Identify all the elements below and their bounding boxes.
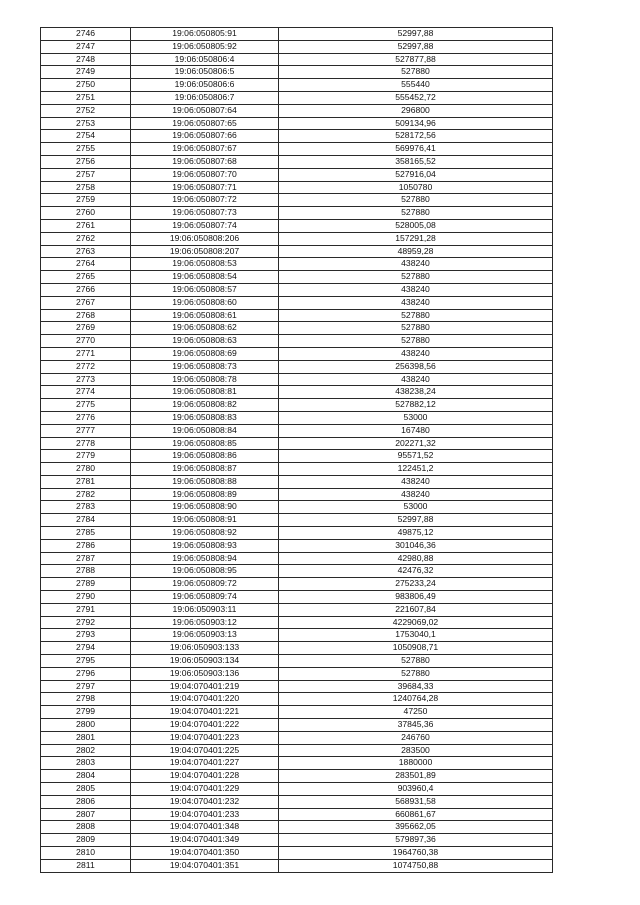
table-row [41,130,553,143]
cadastral-number-cell: 19:06:050808:82 [131,399,279,412]
row-number-cell: 2802 [41,744,131,757]
cadastral-number-cell: 19:04:070401:227 [131,757,279,770]
table-row [41,847,553,860]
table-row [41,386,553,399]
value-cell: 438240 [279,283,553,296]
table-row [41,603,553,616]
row-number-cell: 2782 [41,488,131,501]
row-number-cell: 2765 [41,271,131,284]
cadastral-number-cell: 19:06:050808:94 [131,552,279,565]
row-number-cell: 2810 [41,847,131,860]
value-cell: 296800 [279,104,553,117]
cadastral-number-cell: 19:04:070401:350 [131,847,279,860]
value-cell: 527880 [279,335,553,348]
value-cell: 555452,72 [279,91,553,104]
value-cell: 438238,24 [279,386,553,399]
value-cell: 527880 [279,207,553,220]
cadastral-number-cell: 19:06:050807:71 [131,181,279,194]
cadastral-number-cell: 19:06:050806:6 [131,79,279,92]
cadastral-number-cell: 19:06:050808:83 [131,411,279,424]
value-cell: 53000 [279,411,553,424]
value-cell: 49875,12 [279,527,553,540]
cadastral-number-cell: 19:06:050805:91 [131,28,279,41]
table-row [41,629,553,642]
cadastral-number-cell: 19:06:050808:85 [131,437,279,450]
row-number-cell: 2783 [41,501,131,514]
table-row [41,219,553,232]
cadastral-number-cell: 19:06:050808:61 [131,309,279,322]
cadastral-number-cell: 19:04:070401:229 [131,783,279,796]
value-cell: 438240 [279,258,553,271]
row-number-cell: 2764 [41,258,131,271]
value-cell: 527880 [279,309,553,322]
cadastral-number-cell: 19:04:070401:349 [131,834,279,847]
row-number-cell: 2806 [41,795,131,808]
value-cell: 509134,96 [279,117,553,130]
cadastral-number-cell: 19:06:050806:4 [131,53,279,66]
value-cell: 95571,52 [279,450,553,463]
cadastral-number-cell: 19:06:050808:63 [131,335,279,348]
row-number-cell: 2774 [41,386,131,399]
cadastral-number-cell: 19:06:050807:74 [131,219,279,232]
value-cell: 39684,33 [279,680,553,693]
table-row [41,309,553,322]
table-row [41,335,553,348]
table-row [41,719,553,732]
row-number-cell: 2759 [41,194,131,207]
cadastral-number-cell: 19:04:070401:225 [131,744,279,757]
table-row [41,539,553,552]
table-row [41,770,553,783]
value-cell: 527880 [279,655,553,668]
row-number-cell: 2786 [41,539,131,552]
cadastral-number-cell: 19:04:070401:219 [131,680,279,693]
cadastral-number-cell: 19:06:050808:54 [131,271,279,284]
cadastral-number-cell: 19:04:070401:348 [131,821,279,834]
row-number-cell: 2792 [41,616,131,629]
value-cell: 527877,88 [279,53,553,66]
cadastral-number-cell: 19:06:050807:66 [131,130,279,143]
table-row [41,693,553,706]
row-number-cell: 2772 [41,360,131,373]
value-cell: 527880 [279,667,553,680]
table-row [41,642,553,655]
row-number-cell: 2799 [41,706,131,719]
table-row [41,181,553,194]
row-number-cell: 2789 [41,578,131,591]
value-cell: 157291,28 [279,232,553,245]
table-row [41,322,553,335]
table-row [41,578,553,591]
row-number-cell: 2800 [41,719,131,732]
row-number-cell: 2763 [41,245,131,258]
table-row [41,168,553,181]
value-cell: 438240 [279,475,553,488]
cadastral-number-cell: 19:06:050808:91 [131,514,279,527]
row-number-cell: 2766 [41,283,131,296]
value-cell: 275233,24 [279,578,553,591]
row-number-cell: 2784 [41,514,131,527]
table-row [41,744,553,757]
cadastral-number-cell: 19:06:050807:67 [131,143,279,156]
value-cell: 202271,32 [279,437,553,450]
cadastral-number-cell: 19:06:050807:64 [131,104,279,117]
value-cell: 1074750,88 [279,859,553,872]
row-number-cell: 2773 [41,373,131,386]
cadastral-number-cell: 19:04:070401:233 [131,808,279,821]
value-cell: 438240 [279,296,553,309]
row-number-cell: 2770 [41,335,131,348]
cadastral-number-cell: 19:06:050808:53 [131,258,279,271]
cadastral-number-cell: 19:06:050903:134 [131,655,279,668]
table-row [41,207,553,220]
row-number-cell: 2809 [41,834,131,847]
value-cell: 167480 [279,424,553,437]
row-number-cell: 2757 [41,168,131,181]
table-row [41,155,553,168]
row-number-cell: 2775 [41,399,131,412]
table-row [41,834,553,847]
table-row [41,808,553,821]
cadastral-number-cell: 19:04:070401:223 [131,731,279,744]
table-row [41,859,553,872]
cadastral-number-cell: 19:04:070401:220 [131,693,279,706]
value-cell: 528172,56 [279,130,553,143]
table-row [41,296,553,309]
cadastral-number-cell: 19:06:050808:93 [131,539,279,552]
cadastral-number-cell: 19:06:050807:72 [131,194,279,207]
row-number-cell: 2769 [41,322,131,335]
table-row [41,655,553,668]
value-cell: 438240 [279,347,553,360]
cadastral-number-cell: 19:06:050808:57 [131,283,279,296]
row-number-cell: 2750 [41,79,131,92]
value-cell: 4229069,02 [279,616,553,629]
table-row [41,475,553,488]
cadastral-number-cell: 19:06:050903:13 [131,629,279,642]
row-number-cell: 2761 [41,219,131,232]
table-row [41,450,553,463]
row-number-cell: 2785 [41,527,131,540]
table-row [41,40,553,53]
row-number-cell: 2753 [41,117,131,130]
table-row [41,501,553,514]
value-cell: 1050908,71 [279,642,553,655]
value-cell: 527882,12 [279,399,553,412]
value-cell: 1753040,1 [279,629,553,642]
row-number-cell: 2762 [41,232,131,245]
value-cell: 283500 [279,744,553,757]
cadastral-number-cell: 19:06:050808:88 [131,475,279,488]
row-number-cell: 2807 [41,808,131,821]
value-cell: 569976,41 [279,143,553,156]
table-row [41,514,553,527]
row-number-cell: 2756 [41,155,131,168]
value-cell: 527880 [279,66,553,79]
row-number-cell: 2803 [41,757,131,770]
cadastral-number-cell: 19:06:050808:206 [131,232,279,245]
row-number-cell: 2794 [41,642,131,655]
table-row [41,245,553,258]
cadastral-number-cell: 19:06:050806:7 [131,91,279,104]
table-row [41,565,553,578]
table-row [41,283,553,296]
cadastral-number-cell: 19:06:050808:81 [131,386,279,399]
value-cell: 52997,88 [279,28,553,41]
cadastral-number-cell: 19:06:050807:65 [131,117,279,130]
cadastral-number-cell: 19:06:050808:84 [131,424,279,437]
table-row [41,706,553,719]
table-row [41,79,553,92]
cadastral-number-cell: 19:06:050807:73 [131,207,279,220]
row-number-cell: 2780 [41,463,131,476]
row-number-cell: 2776 [41,411,131,424]
row-number-cell: 2778 [41,437,131,450]
row-number-cell: 2754 [41,130,131,143]
cadastral-number-cell: 19:06:050808:207 [131,245,279,258]
table-row [41,117,553,130]
table-row [41,437,553,450]
table-row [41,194,553,207]
cadastral-number-cell: 19:06:050808:92 [131,527,279,540]
value-cell: 301046,36 [279,539,553,552]
table-row [41,757,553,770]
row-number-cell: 2779 [41,450,131,463]
value-cell: 527916,04 [279,168,553,181]
value-cell: 527880 [279,194,553,207]
row-number-cell: 2752 [41,104,131,117]
row-number-cell: 2768 [41,309,131,322]
value-cell: 1050780 [279,181,553,194]
row-number-cell: 2777 [41,424,131,437]
table-row [41,424,553,437]
cadastral-number-cell: 19:06:050808:95 [131,565,279,578]
table-row [41,591,553,604]
value-cell: 37845,36 [279,719,553,732]
value-cell: 256398,56 [279,360,553,373]
cadastral-number-cell: 19:06:050808:89 [131,488,279,501]
value-cell: 438240 [279,373,553,386]
row-number-cell: 2795 [41,655,131,668]
cadastral-number-cell: 19:06:050807:70 [131,168,279,181]
value-cell: 527880 [279,322,553,335]
cadastral-number-cell: 19:06:050805:92 [131,40,279,53]
value-cell: 395662,05 [279,821,553,834]
cadastral-number-cell: 19:06:050808:78 [131,373,279,386]
row-number-cell: 2781 [41,475,131,488]
row-number-cell: 2790 [41,591,131,604]
row-number-cell: 2746 [41,28,131,41]
value-cell: 358165,52 [279,155,553,168]
row-number-cell: 2796 [41,667,131,680]
value-cell: 47250 [279,706,553,719]
row-number-cell: 2788 [41,565,131,578]
value-cell: 221607,84 [279,603,553,616]
cadastral-number-cell: 19:06:050808:87 [131,463,279,476]
cadastral-number-cell: 19:06:050903:11 [131,603,279,616]
table-row [41,143,553,156]
table-row [41,66,553,79]
value-cell: 246760 [279,731,553,744]
cadastral-number-cell: 19:06:050806:5 [131,66,279,79]
value-cell: 903960,4 [279,783,553,796]
cadastral-number-cell: 19:06:050809:74 [131,591,279,604]
table-row [41,680,553,693]
row-number-cell: 2749 [41,66,131,79]
table-row [41,373,553,386]
value-cell: 48959,28 [279,245,553,258]
cadastral-number-cell: 19:06:050808:69 [131,347,279,360]
row-number-cell: 2758 [41,181,131,194]
table-body [41,28,553,873]
table-row [41,783,553,796]
data-table [40,27,553,873]
row-number-cell: 2811 [41,859,131,872]
table-row [41,258,553,271]
cadastral-number-cell: 19:06:050808:90 [131,501,279,514]
cadastral-number-cell: 19:06:050807:68 [131,155,279,168]
value-cell: 52997,88 [279,514,553,527]
value-cell: 1880000 [279,757,553,770]
table-row [41,463,553,476]
row-number-cell: 2805 [41,783,131,796]
cadastral-number-cell: 19:06:050808:86 [131,450,279,463]
value-cell: 660861,67 [279,808,553,821]
table-row [41,271,553,284]
cadastral-number-cell: 19:04:070401:351 [131,859,279,872]
value-cell: 42980,88 [279,552,553,565]
row-number-cell: 2755 [41,143,131,156]
table-row [41,104,553,117]
row-number-cell: 2771 [41,347,131,360]
value-cell: 555440 [279,79,553,92]
table-row [41,527,553,540]
cadastral-number-cell: 19:06:050809:72 [131,578,279,591]
row-number-cell: 2798 [41,693,131,706]
row-number-cell: 2747 [41,40,131,53]
row-number-cell: 2793 [41,629,131,642]
table-row [41,91,553,104]
value-cell: 527880 [279,271,553,284]
cadastral-number-cell: 19:06:050903:136 [131,667,279,680]
cadastral-number-cell: 19:04:070401:222 [131,719,279,732]
table-row [41,232,553,245]
value-cell: 438240 [279,488,553,501]
row-number-cell: 2804 [41,770,131,783]
value-cell: 52997,88 [279,40,553,53]
value-cell: 283501,89 [279,770,553,783]
cadastral-number-cell: 19:04:070401:221 [131,706,279,719]
row-number-cell: 2751 [41,91,131,104]
row-number-cell: 2801 [41,731,131,744]
table-row [41,667,553,680]
cadastral-number-cell: 19:06:050808:62 [131,322,279,335]
table-row [41,552,553,565]
table-row [41,821,553,834]
table-row [41,399,553,412]
value-cell: 1964760,38 [279,847,553,860]
row-number-cell: 2748 [41,53,131,66]
cadastral-number-cell: 19:06:050903:133 [131,642,279,655]
cadastral-number-cell: 19:06:050903:12 [131,616,279,629]
value-cell: 122451,2 [279,463,553,476]
table-row [41,795,553,808]
row-number-cell: 2797 [41,680,131,693]
table-row [41,616,553,629]
value-cell: 42476,32 [279,565,553,578]
cadastral-number-cell: 19:04:070401:228 [131,770,279,783]
table-row [41,411,553,424]
value-cell: 528005,08 [279,219,553,232]
row-number-cell: 2767 [41,296,131,309]
cadastral-number-cell: 19:04:070401:232 [131,795,279,808]
value-cell: 568931,58 [279,795,553,808]
value-cell: 983806,49 [279,591,553,604]
table-row [41,360,553,373]
table-row [41,28,553,41]
table-row [41,731,553,744]
row-number-cell: 2791 [41,603,131,616]
table-row [41,53,553,66]
value-cell: 1240764,28 [279,693,553,706]
row-number-cell: 2760 [41,207,131,220]
value-cell: 579897,36 [279,834,553,847]
table-row [41,347,553,360]
cadastral-number-cell: 19:06:050808:60 [131,296,279,309]
row-number-cell: 2808 [41,821,131,834]
cadastral-number-cell: 19:06:050808:73 [131,360,279,373]
value-cell: 53000 [279,501,553,514]
table-row [41,488,553,501]
row-number-cell: 2787 [41,552,131,565]
